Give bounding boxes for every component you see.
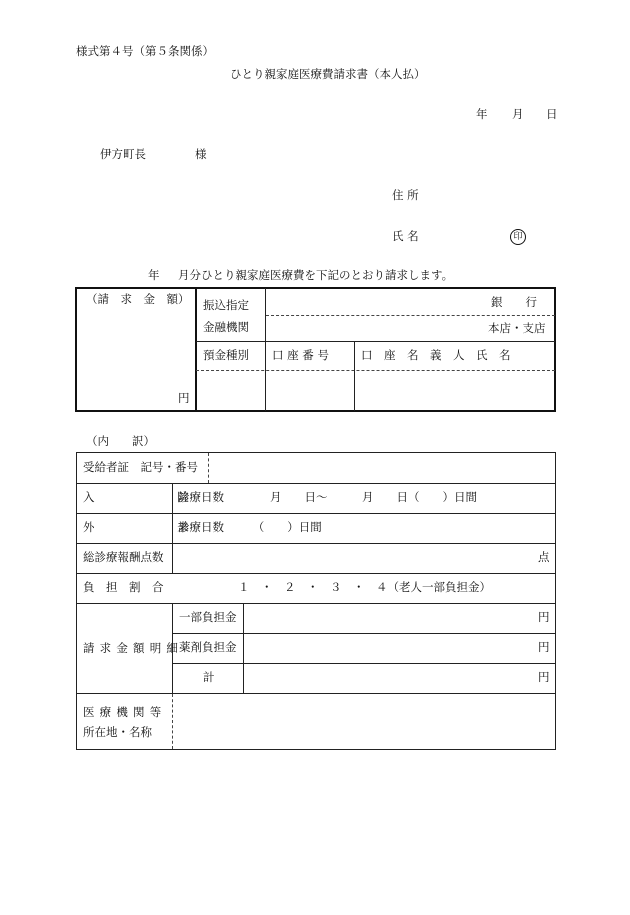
facility-dashed-divider [172, 694, 173, 749]
row-line [76, 513, 556, 514]
row-line [76, 483, 556, 484]
date-month-label: 月 [512, 107, 524, 121]
detail-column-divider [243, 604, 244, 693]
cert-label: 受給者証 記号・番号 [83, 460, 198, 474]
date-year-label: 年 [476, 107, 488, 121]
details-label: 請求金額明細 [83, 641, 184, 655]
claim-amount-divider [195, 287, 197, 412]
bank-label-divider [265, 288, 266, 411]
addressee-honorific: 様 [195, 147, 207, 161]
total-yen: 円 [538, 670, 550, 684]
drug-yen: 円 [538, 640, 550, 654]
partial-yen: 円 [538, 610, 550, 624]
row-line [172, 633, 556, 634]
row-line [76, 573, 556, 574]
burden-label: 負 担 割 合 [83, 580, 164, 594]
form-number: 様式第４号（第５条関係） [76, 44, 214, 58]
burden-options: １ ・ ２ ・ ３ ・ ４（老人一部負担金） [238, 580, 491, 594]
account-number-label: 口 座 番 号 [272, 348, 329, 362]
account-column-divider [354, 342, 355, 411]
account-header-dashed-line [196, 370, 555, 371]
points-unit: 点 [538, 550, 550, 564]
seal-mark-icon: 印 [510, 229, 526, 245]
name-label: 氏 名 [392, 229, 419, 243]
drug-burden-label: 薬剤負担金 [179, 640, 237, 654]
claim-amount-yen: 円 [178, 391, 190, 405]
bank-dashed-line [266, 315, 555, 316]
request-sentence: 月分ひとり親家庭医療費を下記のとおり請求します。 [178, 268, 454, 282]
account-holder-label: 口 座 名 義 人 氏 名 [361, 348, 511, 362]
row-line [76, 693, 556, 694]
inpatient-text: 診療日数 月 日〜 月 日（ ）日間 [178, 490, 477, 504]
total-label: 計 [203, 670, 215, 684]
claim-amount-label: （請 求 金 額） [86, 292, 190, 306]
bank-label-line2: 金融機関 [203, 320, 249, 334]
account-header-top-line [196, 341, 555, 342]
partial-burden-label: 一部負担金 [179, 610, 237, 624]
bank-label-line1: 振込指定 [203, 298, 249, 312]
facility-label-line2: 所在地・名称 [83, 725, 152, 739]
deposit-type-label: 預金種別 [203, 348, 249, 362]
outpatient-label: 外 来 [83, 520, 201, 534]
row-line [76, 543, 556, 544]
form-title: ひとり親家庭医療費請求書（本人払） [230, 67, 426, 81]
facility-label-line1: 医療機関等 [83, 705, 167, 719]
address-label: 住 所 [392, 188, 419, 202]
request-year: 年 [148, 268, 160, 282]
addressee-name: 伊方町長 [100, 147, 146, 161]
row-line [76, 603, 556, 604]
row-line [172, 663, 556, 664]
inpatient-label: 入 院 [83, 490, 201, 504]
outpatient-text: 診療日数 （ ）日間 [178, 520, 322, 534]
bank-suffix: 銀 行 [491, 295, 537, 309]
branch-suffix: 本店・支店 [488, 321, 546, 335]
label-column-divider [172, 544, 173, 573]
date-day-label: 日 [546, 107, 558, 121]
cert-dashed-divider [208, 453, 209, 483]
breakdown-heading: （内 訳） [86, 434, 155, 448]
points-label: 総診療報酬点数 [83, 550, 164, 564]
